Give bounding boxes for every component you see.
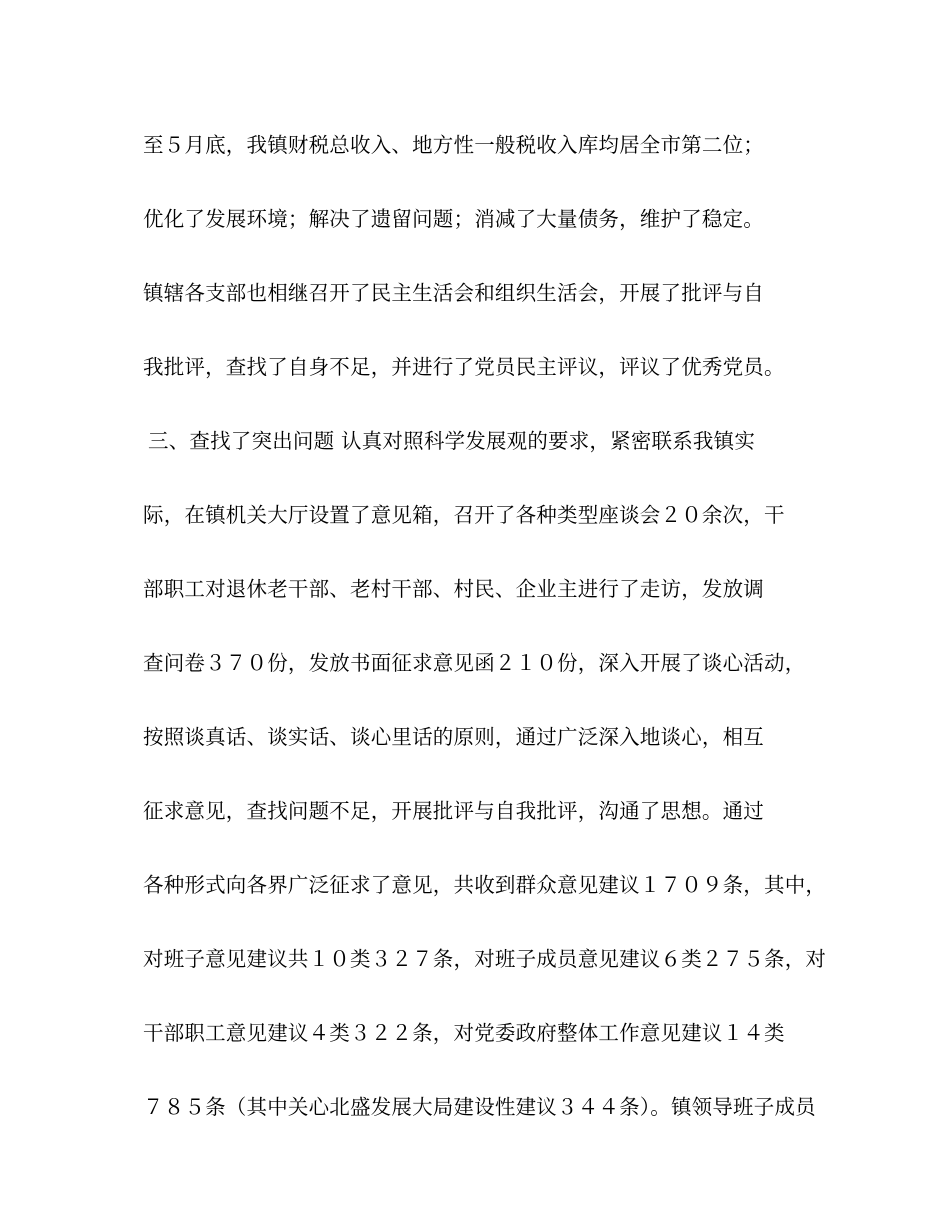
text-line-3: 镇辖各支部也相继召开了民主生活会和组织生活会，开展了批评与自 [143, 281, 764, 305]
text-line-11: 各种形式向各界广泛征求了意见，共收到群众意见建议１７０９条，其中， [143, 873, 827, 897]
text-line-9: 按照谈真话、谈实话、谈心里话的原则，通过广泛深入地谈心，相互 [143, 725, 764, 749]
text-line-4: 我批评，查找了自身不足，并进行了党员民主评议，评议了优秀党员。 [143, 355, 785, 379]
text-line-14: ７８５条（其中关心北盛发展大局建设性建议３４４条）。镇领导班子成员 [143, 1095, 816, 1119]
text-line-12: 对班子意见建议共１０类３２７条，对班子成员意见建议６类２７５条，对 [143, 947, 827, 971]
text-line-1: 至５月底，我镇财税总收入、地方性一般税收入库均居全市第二位； [143, 133, 764, 157]
text-line-10: 征求意见，查找问题不足，开展批评与自我批评，沟通了思想。通过 [143, 799, 764, 823]
text-line-2: 优化了发展环境；解决了遗留问题；消减了大量债务，维护了稳定。 [143, 207, 764, 231]
text-line-8: 查问卷３７０份，发放书面征求意见函２１０份，深入开展了谈心活动， [143, 651, 806, 675]
text-line-7: 部职工对退休老干部、老村干部、村民、企业主进行了走访，发放调 [143, 577, 764, 601]
text-line-5-section-heading: 三、查找了突出问题 认真对照科学发展观的要求，紧密联系我镇实 [148, 429, 756, 453]
text-line-6: 际，在镇机关大厅设置了意见箱，召开了各种类型座谈会２０余次，干 [143, 503, 785, 527]
text-line-13: 干部职工意见建议４类３２２条，对党委政府整体工作意见建议１４类 [143, 1021, 785, 1045]
